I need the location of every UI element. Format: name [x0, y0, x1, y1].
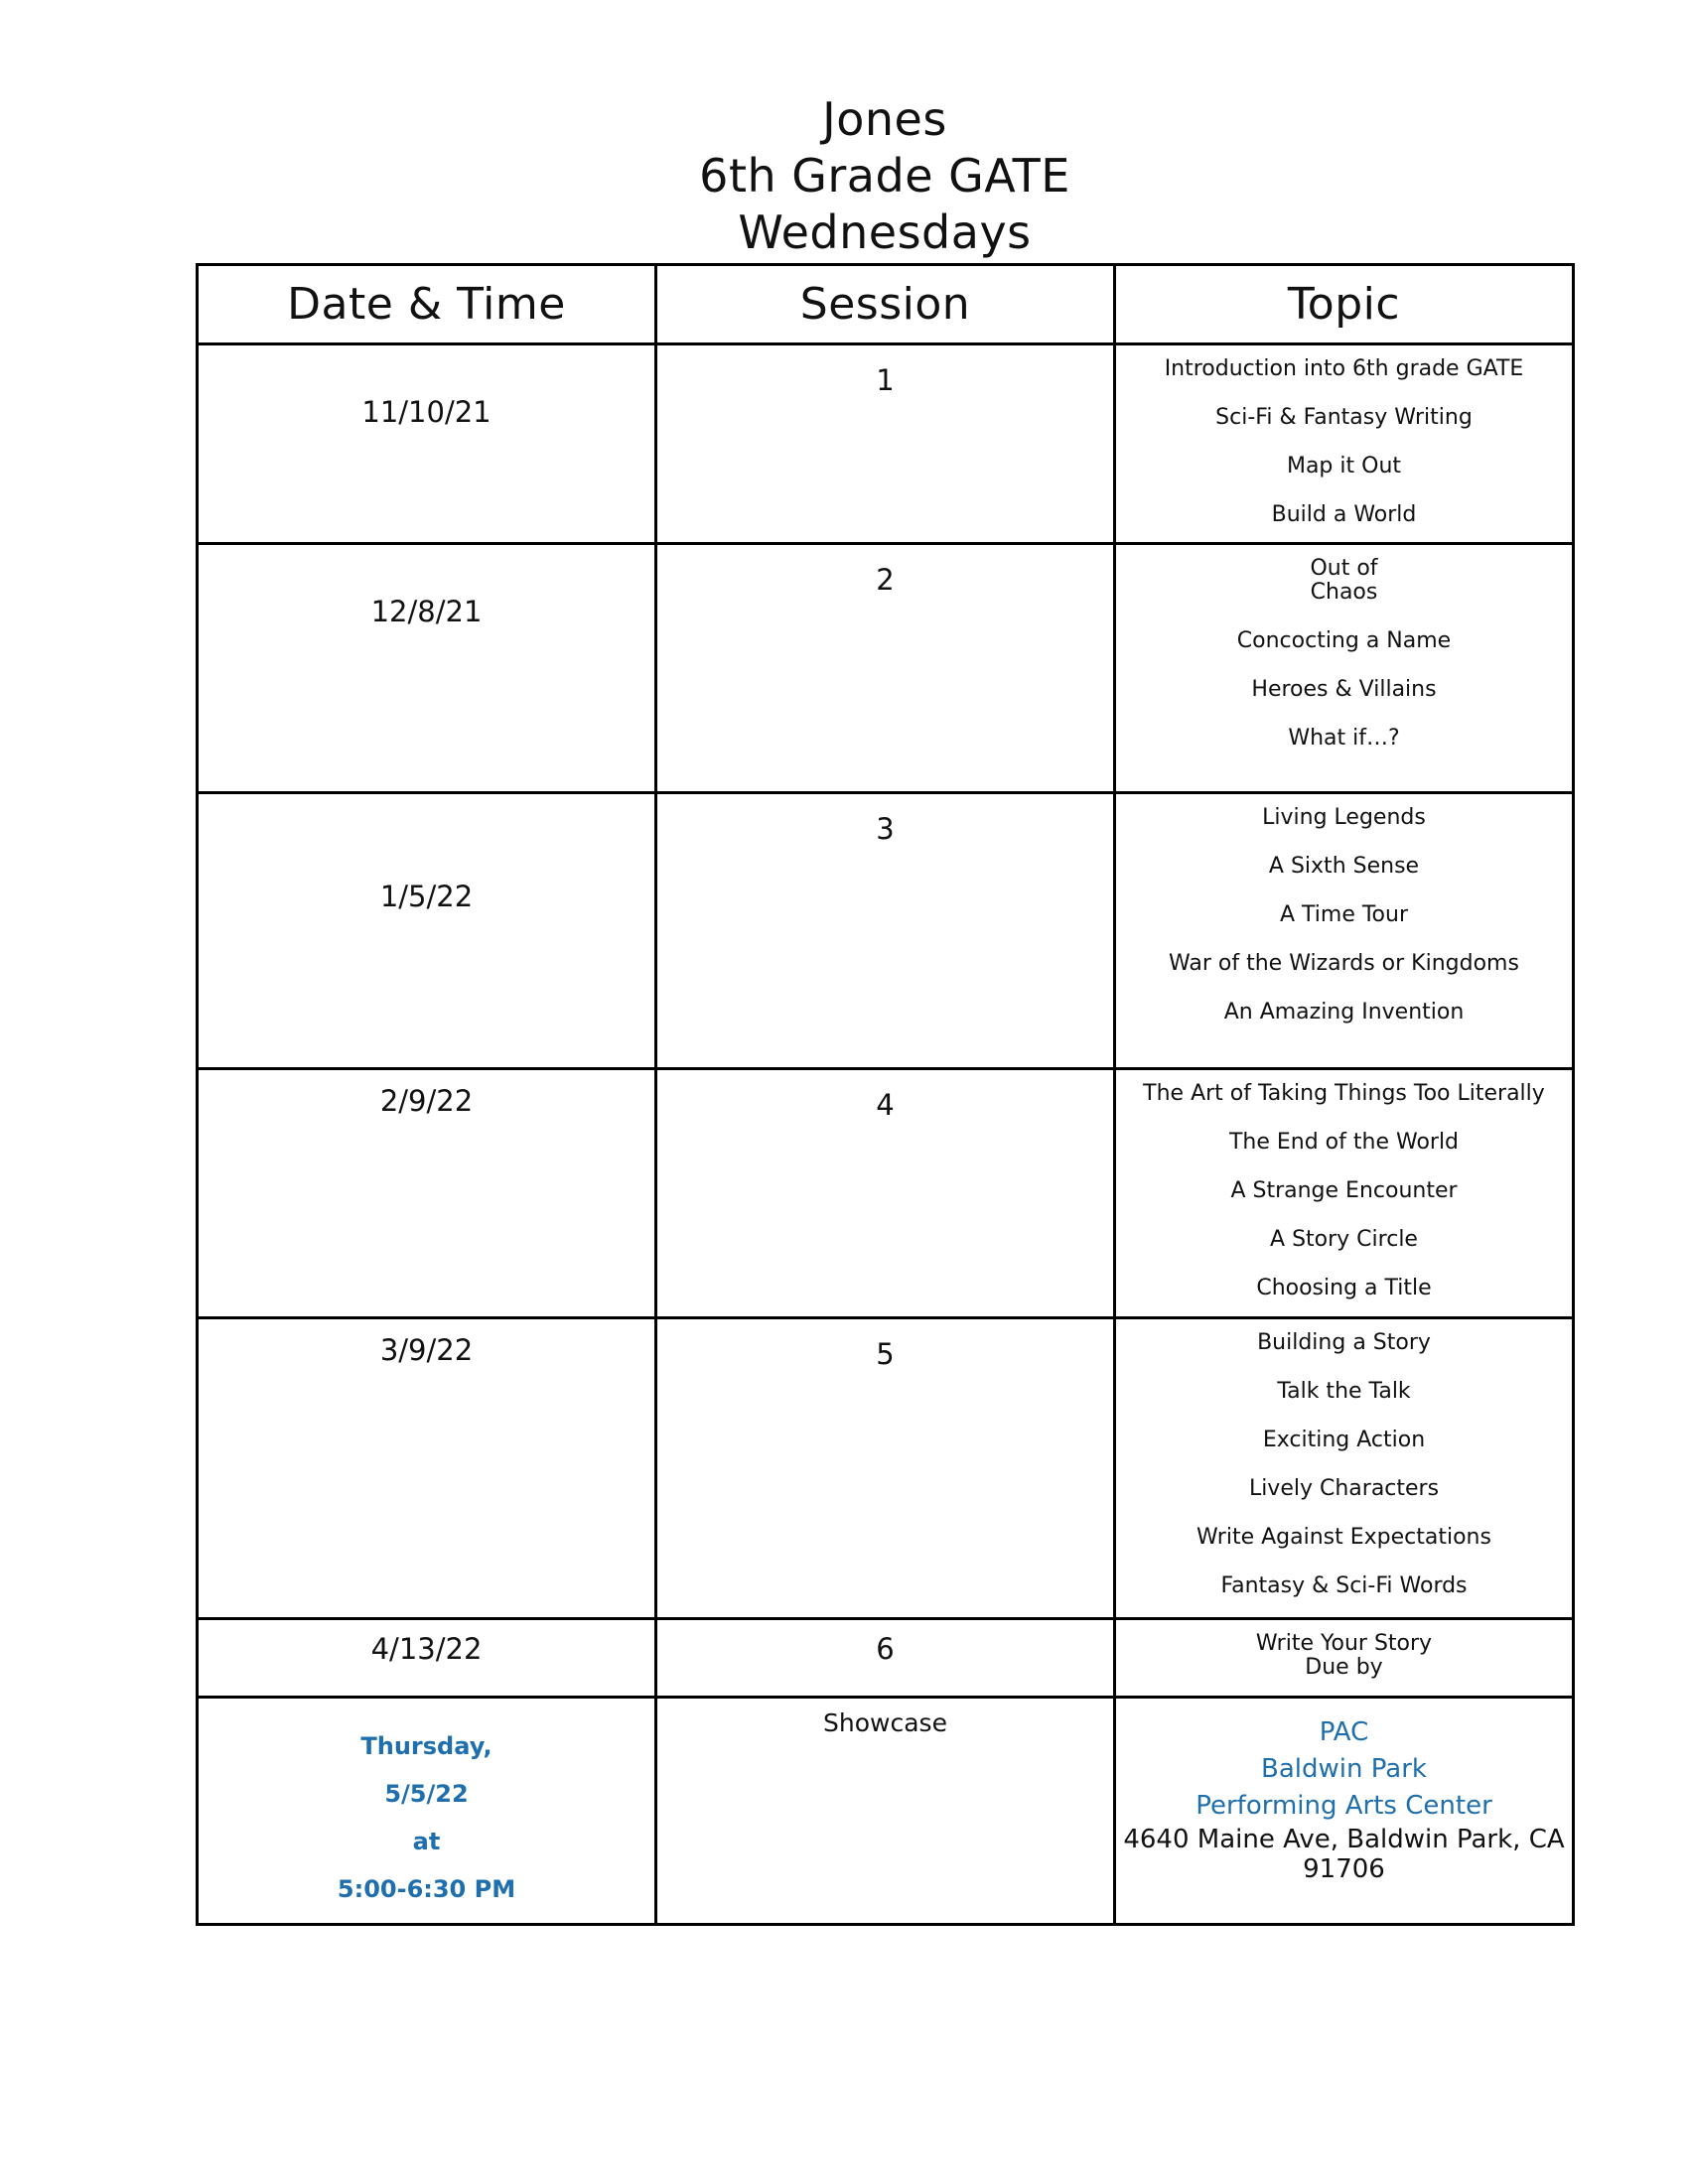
table-header-row	[198, 265, 1574, 344]
session-number: 4	[876, 1088, 895, 1122]
topic-item: Living Legends	[1262, 805, 1426, 830]
topic-item: Choosing a Title	[1256, 1276, 1432, 1300]
topic-item: Map it Out	[1286, 454, 1402, 478]
topic-item: Build a World	[1271, 502, 1417, 527]
title-teacher: Jones	[822, 92, 947, 146]
showcase-day: Thursday,	[360, 1732, 492, 1760]
topic-item: A Time Tour	[1279, 902, 1409, 927]
topic-cell	[1115, 1318, 1574, 1619]
topic-list	[1116, 1319, 1572, 1598]
showcase-date	[199, 1699, 654, 1913]
topic-item: A Strange Encounter	[1230, 1178, 1458, 1203]
session-cell	[656, 344, 1115, 544]
topic-item: Fantasy & Sci-Fi Words	[1220, 1573, 1468, 1598]
topic-item: Write Your Story Due by	[1255, 1631, 1433, 1680]
topic-list	[1116, 345, 1572, 527]
topic-cell	[1115, 344, 1574, 544]
column-header-date: Date & Time	[198, 265, 656, 344]
topic-item: War of the Wizards or Kingdoms	[1169, 951, 1519, 976]
topic-item: Out of Chaos	[1310, 556, 1378, 605]
title-day: Wednesdays	[738, 205, 1032, 259]
date-cell	[198, 344, 656, 544]
date-cell	[198, 1318, 656, 1619]
showcase-row	[198, 1698, 1574, 1925]
session-cell	[656, 1318, 1115, 1619]
topic-item: A Sixth Sense	[1268, 854, 1420, 879]
date-text: 1/5/22	[379, 880, 474, 913]
table-row	[198, 1069, 1574, 1318]
topic-item: Lively Characters	[1248, 1476, 1440, 1501]
date-text: 4/13/22	[370, 1632, 483, 1666]
page-title	[0, 91, 1688, 261]
topic-item: The End of the World	[1228, 1130, 1460, 1155]
date-cell	[198, 1069, 656, 1318]
table-row	[198, 793, 1574, 1069]
topic-list	[1116, 1070, 1572, 1300]
topic-item: Heroes & Villains	[1251, 677, 1437, 702]
session-cell	[656, 1619, 1115, 1698]
topic-item: Introduction into 6th grade GATE	[1164, 356, 1524, 381]
session-number: 2	[876, 563, 895, 597]
session-cell	[656, 793, 1115, 1069]
showcase-session-cell	[656, 1698, 1115, 1925]
showcase-time: 5:00-6:30 PM	[337, 1875, 516, 1903]
table-row	[198, 1619, 1574, 1698]
topic-item: An Amazing Invention	[1223, 1000, 1465, 1024]
showcase-date-cell	[198, 1698, 656, 1925]
topic-item: A Story Circle	[1270, 1227, 1418, 1252]
topic-list	[1116, 1620, 1572, 1680]
topic-item: Write Against Expectations	[1196, 1525, 1491, 1550]
topic-item: Building a Story	[1257, 1330, 1431, 1355]
topic-item: The Art of Taking Things Too Literally	[1143, 1081, 1545, 1106]
showcase-date-value: 5/5/22	[384, 1780, 469, 1808]
date-cell	[198, 1619, 656, 1698]
title-program: 6th Grade GATE	[699, 149, 1070, 203]
table-row	[198, 344, 1574, 544]
venue-short: PAC	[1319, 1717, 1369, 1747]
date-text: 11/10/21	[361, 395, 492, 429]
showcase-venue-cell	[1115, 1698, 1574, 1925]
venue-address: 4640 Maine Ave, Baldwin Park, CA 91706	[1123, 1825, 1565, 1884]
topic-item: Exciting Action	[1262, 1428, 1426, 1452]
topic-cell	[1115, 1069, 1574, 1318]
showcase-at: at	[412, 1828, 441, 1855]
date-cell	[198, 793, 656, 1069]
topic-item: Talk the Talk	[1277, 1379, 1411, 1404]
topic-item: What if…?	[1288, 726, 1400, 751]
venue-name: Performing Arts Center	[1196, 1791, 1492, 1821]
table-row	[198, 544, 1574, 793]
session-cell	[656, 544, 1115, 793]
date-cell	[198, 544, 656, 793]
topic-list	[1116, 545, 1572, 751]
venue	[1116, 1699, 1572, 1884]
topic-cell	[1115, 1619, 1574, 1698]
topic-cell	[1115, 793, 1574, 1069]
session-number: 3	[876, 812, 895, 846]
session-number: 5	[876, 1337, 895, 1371]
topic-list	[1116, 794, 1572, 1024]
venue-city: Baldwin Park	[1261, 1754, 1427, 1784]
showcase-label: Showcase	[823, 1708, 947, 1737]
date-text: 3/9/22	[379, 1333, 474, 1367]
topic-item: Concocting a Name	[1236, 628, 1452, 653]
column-header-session: Session	[656, 265, 1115, 344]
date-text: 12/8/21	[370, 595, 483, 628]
topic-cell	[1115, 544, 1574, 793]
session-number: 6	[876, 1632, 895, 1666]
date-text: 2/9/22	[379, 1084, 474, 1118]
session-number: 1	[876, 363, 895, 397]
table-row	[198, 1318, 1574, 1619]
schedule-table	[196, 263, 1575, 1926]
column-header-topic: Topic	[1115, 265, 1574, 344]
topic-item: Sci-Fi & Fantasy Writing	[1215, 405, 1473, 430]
session-cell	[656, 1069, 1115, 1318]
